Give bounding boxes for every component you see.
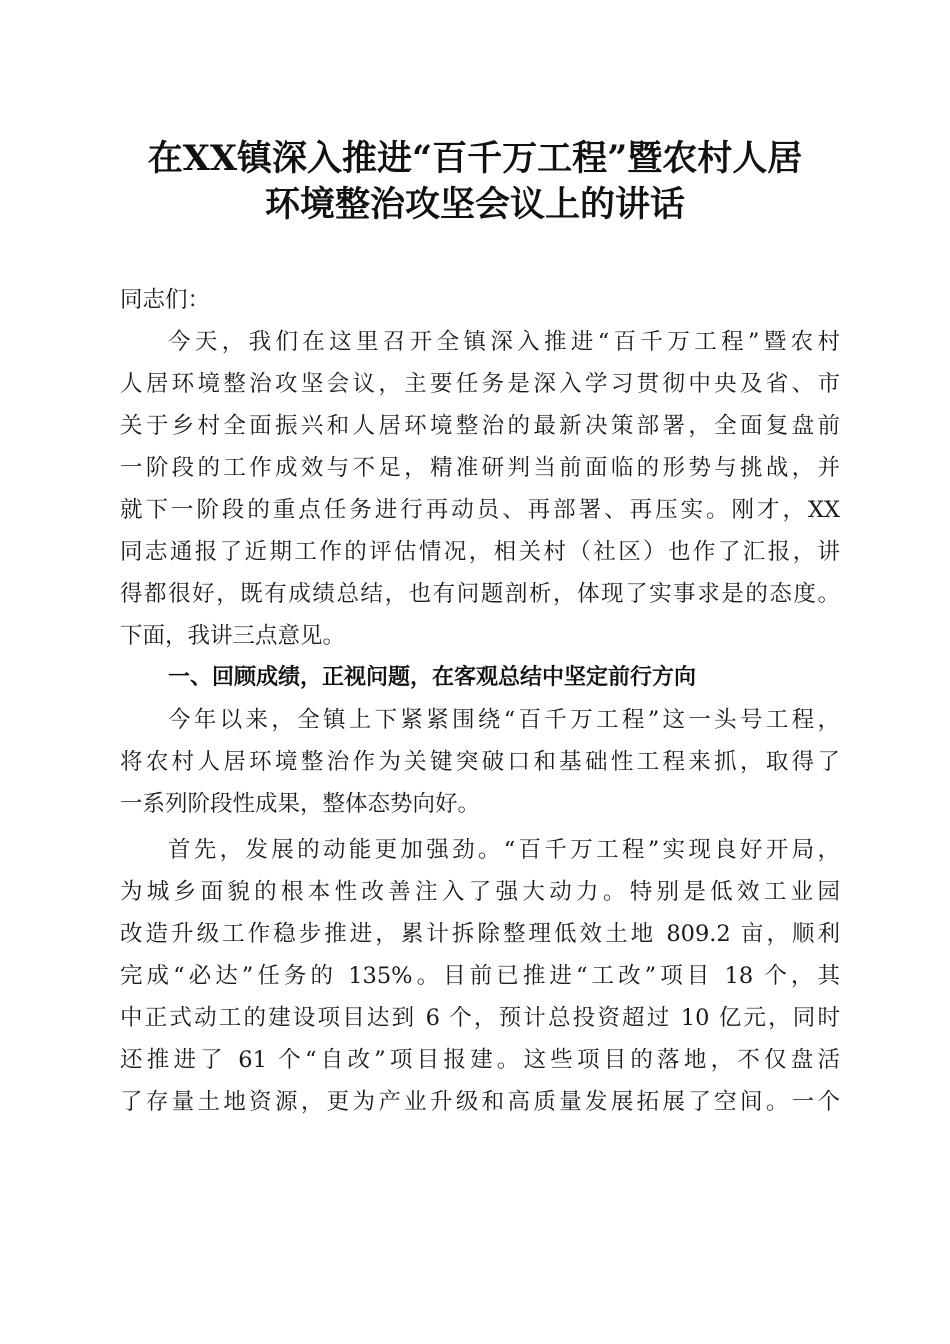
paragraph-2-line-2: 将农村人居环境整治作为关键突破口和基础性工程来抓，取得了	[120, 749, 840, 775]
paragraph-3-line-4: 完成“必达”任务的 135%。目前已推进“工改”项目 18 个，其	[120, 963, 840, 989]
paragraph-1-line-8: 下面，我讲三点意见。	[120, 623, 346, 649]
paragraph-3-line-2: 为城乡面貌的根本性改善注入了强大动力。特别是低效工业园	[120, 879, 840, 905]
paragraph-2-line-1: 今年以来，全镇上下紧紧围绕“百千万工程”这一头号工程，	[168, 707, 840, 733]
document-title-line-1: 在XX镇深入推进“百千万工程”暨农村人居	[147, 138, 803, 179]
paragraph-3-line-3: 改造升级工作稳步推进，累计拆除整理低效土地 809.2 亩，顺利	[120, 921, 840, 947]
document-title-line-2: 环境整治攻坚会议上的讲话	[264, 184, 685, 225]
paragraph-1-line-7: 得都很好，既有成绩总结，也有问题剖析，体现了实事求是的态度。	[120, 581, 840, 607]
salutation: 同志们：	[120, 287, 211, 313]
paragraph-3-line-7: 了存量土地资源，更为产业升级和高质量发展拓展了空间。一个	[120, 1089, 840, 1115]
paragraph-1-line-3: 关于乡村全面振兴和人居环境整治的最新决策部署，全面复盘前	[120, 413, 840, 439]
paragraph-1-line-2: 人居环境整治攻坚会议，主要任务是深入学习贯彻中央及省、市	[120, 371, 840, 397]
section-heading-1: 一、回顾成绩，正视问题，在客观总结中坚定前行方向	[168, 665, 697, 690]
paragraph-2-line-3: 一系列阶段性成果，整体态势向好。	[120, 791, 481, 817]
paragraph-1-line-4: 一阶段的工作成效与不足，精准研判当前面临的形势与挑战，并	[120, 455, 840, 481]
paragraph-1-line-1: 今天，我们在这里召开全镇深入推进“百千万工程”暨农村	[168, 329, 840, 355]
paragraph-3-line-6: 还推进了 61 个“自改”项目报建。这些项目的落地，不仅盘活	[120, 1047, 840, 1073]
paragraph-1-line-5: 就下一阶段的重点任务进行再动员、再部署、再压实。刚才，XX	[120, 497, 840, 523]
paragraph-3-line-5: 中正式动工的建设项目达到 6 个，预计总投资超过 10 亿元，同时	[120, 1005, 840, 1031]
paragraph-3-line-1: 首先，发展的动能更加强劲。“百千万工程”实现良好开局，	[168, 837, 840, 863]
paragraph-1-line-6: 同志通报了近期工作的评估情况，相关村（社区）也作了汇报，讲	[120, 539, 840, 565]
